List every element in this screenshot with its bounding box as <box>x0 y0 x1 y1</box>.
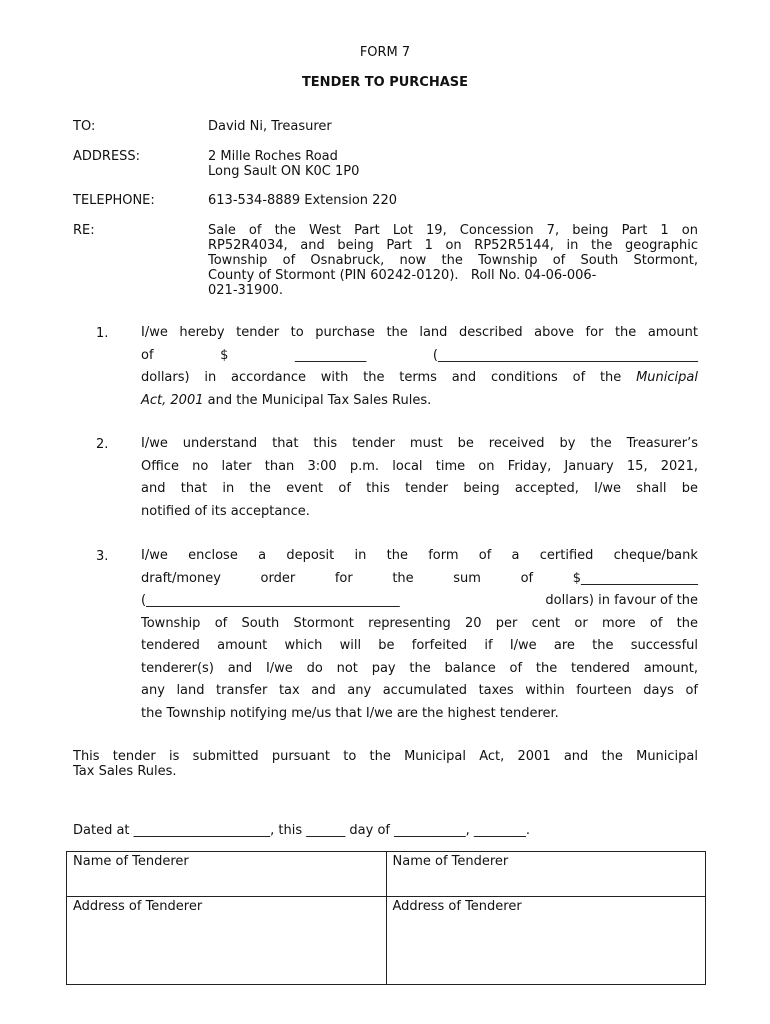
clause-3-line-1-word: I/we <box>141 548 168 563</box>
address-of-tenderer-right[interactable]: Address of Tenderer <box>386 897 706 985</box>
clause-3-line-1-word: cheque/bank <box>613 548 698 563</box>
re-line-5: 021-31900. <box>208 283 283 298</box>
clause-1-italic-1: Municipal <box>636 370 698 385</box>
clause-1 <box>141 322 698 412</box>
clause-3-line-1-word: deposit <box>286 548 335 563</box>
clause-3-line-7: any land transfer tax and any accumulated taxes within fourteen days of <box>141 683 698 698</box>
clause-3-line-1-word: a <box>258 548 267 563</box>
clause-3-line-1-word: enclose <box>188 548 238 563</box>
re-line-3: Township of Osnabruck, now the Township of South Stormont, <box>208 253 698 268</box>
form-number: FORM 7 <box>359 45 411 60</box>
clause-1-italic-2: Act, 2001 <box>141 392 204 408</box>
clause-3-line-1 <box>141 545 698 568</box>
clause-3-line-3-text: dollars) in favour of the <box>545 593 698 608</box>
address-label: ADDRESS: <box>73 149 141 164</box>
address-line-1: 2 Mille Roches Road <box>208 149 338 164</box>
form-title: TENDER TO PURCHASE <box>301 75 469 90</box>
clause-3-line-2-word: for <box>334 570 353 586</box>
clause-1-line-4 <box>141 390 698 413</box>
clause-3-line-3 <box>141 590 698 613</box>
address-line-2: Long Sault ON K0C 1P0 <box>208 164 360 179</box>
re-line-4: County of Stormont (PIN 60242-0120). Roll No. 04-06-006- <box>208 268 597 283</box>
amount-words-blank: (________________________________________ <box>432 347 698 363</box>
clause-2-line-1: I/we understand that this tender must be received by the Treasurer’s <box>141 436 698 451</box>
clause-1-of: of <box>141 347 154 363</box>
name-row <box>67 852 706 897</box>
clause-3-line-1-word: form <box>428 548 459 563</box>
clause-3-line-4: Township of South Stormont representing 20 per cent or more of the <box>141 615 698 631</box>
address-row <box>67 897 706 985</box>
telephone-label: TELEPHONE: <box>73 193 155 208</box>
clause-1-line-2 <box>141 345 698 368</box>
clause-3-line-2-word: sum <box>453 570 481 586</box>
clause-3-line-6: tenderer(s) and I/we do not pay the balance of the tendered amount, <box>141 660 698 676</box>
name-of-tenderer-left[interactable]: Name of Tenderer <box>67 852 387 897</box>
clause-2-line-4: notified of its acceptance. <box>141 503 310 519</box>
clause-3-line-1-word: in <box>354 548 367 563</box>
clause-2-line-2: Office no later than 3:00 p.m. local time on Friday, January 15, 2021, <box>141 458 698 474</box>
statement-line-2: Tax Sales Rules. <box>73 764 177 779</box>
clause-3-line-2 <box>141 568 698 591</box>
dated-line: Dated at _____________________, this ______ day of ___________, ________. <box>73 823 531 838</box>
amount-figures-blank: ___________ <box>294 347 367 363</box>
statement-line-1: This tender is submitted pursuant to the Municipal Act, 2001 and the Municipal <box>73 749 698 764</box>
address-of-tenderer-left[interactable]: Address of Tenderer <box>67 897 387 985</box>
clause-1-line-1: I/we hereby tender to purchase the land described above for the amount <box>141 325 698 340</box>
clause-2-line-3: and that in the event of this tender being accepted, I/we shall be <box>141 481 698 496</box>
clause-2 <box>141 433 698 523</box>
clause-3-line-2-word: $__________________ <box>572 570 698 586</box>
clause-1-line-3 <box>141 367 698 390</box>
telephone-value: 613-534-8889 Extension 220 <box>208 193 397 208</box>
clause-1-line-4-text: and the Municipal Tax Sales Rules. <box>203 392 432 408</box>
clause-1-dollar: $ <box>220 347 229 363</box>
clause-3-line-2-word: the <box>392 570 414 586</box>
tenderer-table <box>66 851 706 985</box>
clause-3-line-1-word: a <box>511 548 520 563</box>
clause-3-number: 3. <box>96 549 109 564</box>
clause-3-line-1-word: certified <box>539 548 594 563</box>
clause-2-number: 2. <box>96 437 109 452</box>
re-label: RE: <box>73 223 95 238</box>
clause-3 <box>141 545 698 725</box>
clause-3-line-1-word: the <box>386 548 408 563</box>
to-value: David Ni, Treasurer <box>208 119 332 134</box>
re-line-2: RP52R4034, and being Part 1 on RP52R5144, in the geographic <box>208 238 698 253</box>
clause-1-number: 1. <box>96 326 109 341</box>
clause-3-line-1-word: of <box>478 548 492 563</box>
deposit-words-blank: (_______________________________________ <box>141 593 400 608</box>
clause-3-line-2-word: draft/money <box>141 570 221 586</box>
clause-3-line-8: the Township notifying me/us that I/we are the highest tenderer. <box>141 705 559 721</box>
to-label: TO: <box>73 119 96 134</box>
clause-1-line-3-text: dollars) in accordance with the terms and conditions of the <box>141 370 637 385</box>
name-of-tenderer-right[interactable]: Name of Tenderer <box>386 852 706 897</box>
re-line-1: Sale of the West Part Lot 19, Concession 7, being Part 1 on <box>208 223 698 238</box>
clause-3-line-5: tendered amount which will be forfeited if I/we are the successful <box>141 638 698 653</box>
clause-3-line-2-word: of <box>520 570 534 586</box>
clause-3-line-2-word: order <box>260 570 296 586</box>
